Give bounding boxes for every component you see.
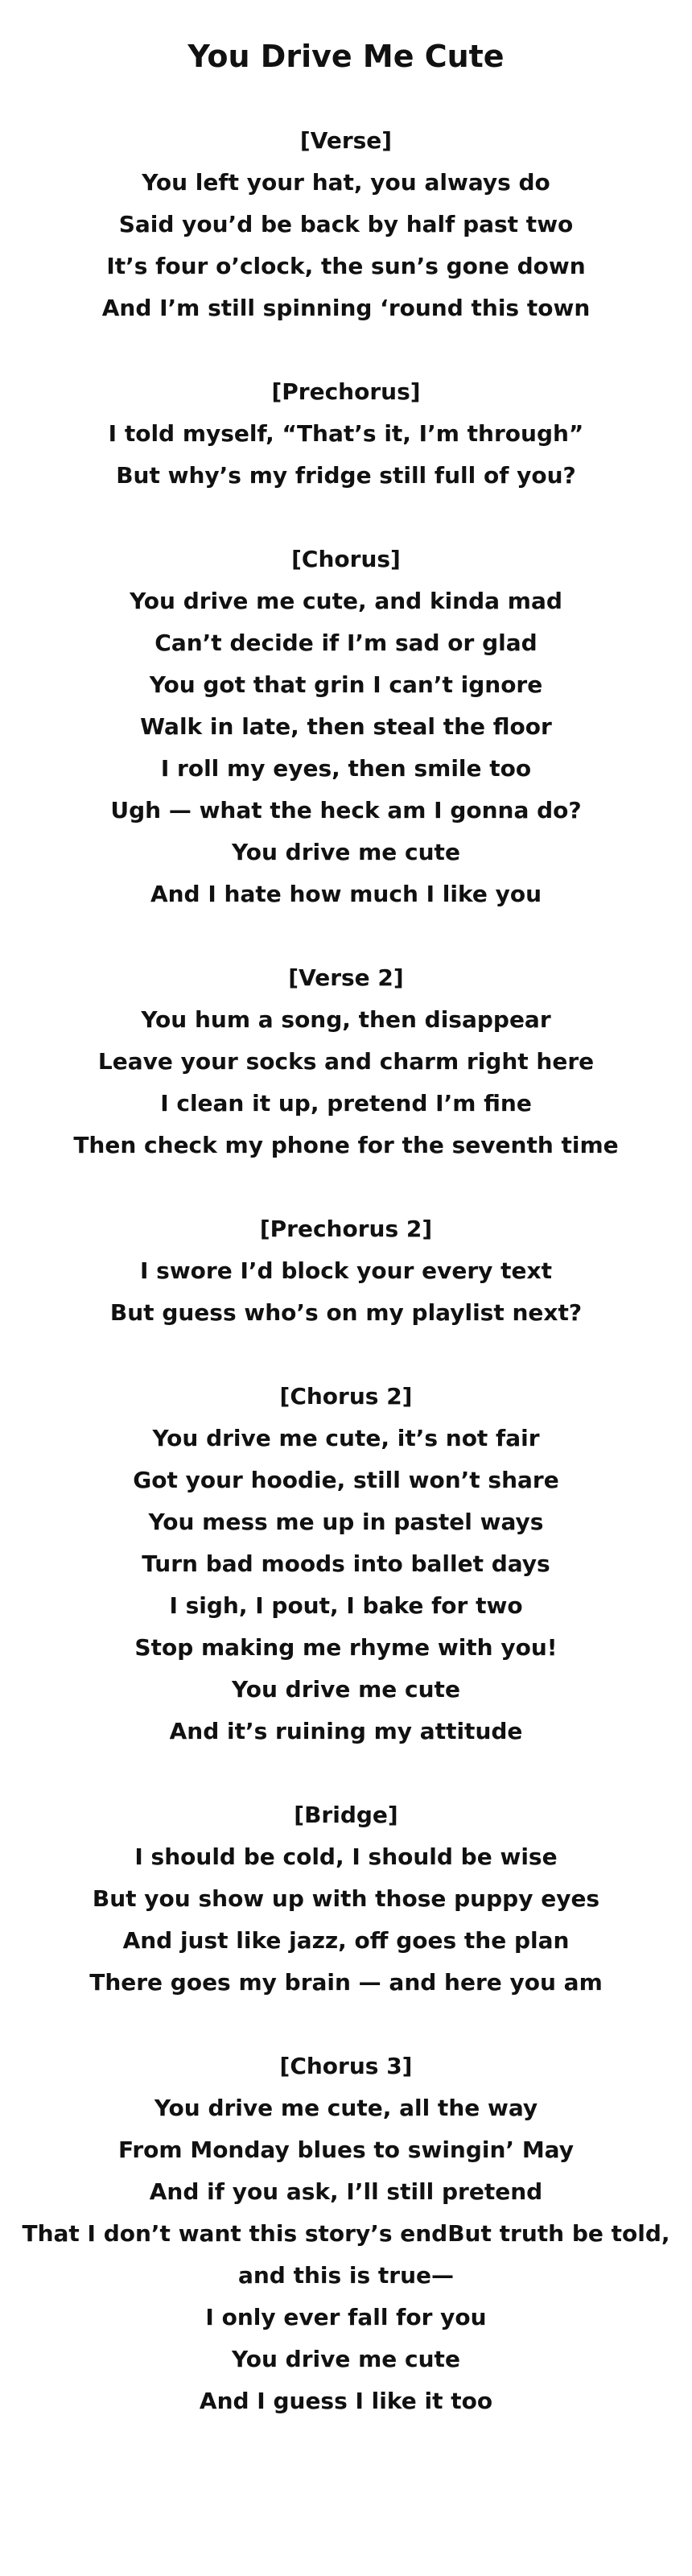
lyric-line: But why’s my fridge still full of you? <box>116 462 576 489</box>
lyric-line: I roll my eyes, then smile too <box>160 755 532 782</box>
lyric-line: From Monday blues to swingin’ May <box>118 2136 574 2163</box>
section-heading: [Verse 2] <box>288 964 404 991</box>
lyrics-section <box>0 539 692 915</box>
section-heading: [Chorus 2] <box>279 1383 413 1410</box>
lyrics-section <box>0 2046 692 2422</box>
lyric-line: You drive me cute, it’s not fair <box>152 1425 540 1451</box>
lyric-line: Said you’d be back by half past two <box>118 211 574 237</box>
lyric-line: Walk in late, then steal the floor <box>140 713 552 740</box>
lyrics-section <box>0 1376 692 1752</box>
lyric-line: And just like jazz, off goes the plan <box>122 1927 570 1954</box>
lyric-line: Ugh — what the heck am I gonna do? <box>110 797 582 824</box>
section-heading: [Bridge] <box>294 1802 398 1828</box>
section-heading: [Chorus] <box>291 546 401 572</box>
lyric-line: Leave your socks and charm right here <box>97 1048 595 1075</box>
lyric-line: You drive me cute, and kinda mad <box>130 588 562 614</box>
lyric-line: Then check my phone for the seventh time <box>73 1132 619 1158</box>
lyric-line: But you show up with those puppy eyes <box>92 1885 600 1912</box>
lyrics-section <box>0 371 692 497</box>
lyric-line: You hum a song, then disappear <box>141 1006 551 1033</box>
lyric-line: There goes my brain — and here you am <box>89 1969 603 1996</box>
lyric-line: You got that grin I can’t ignore <box>149 671 543 698</box>
section-heading: [Prechorus] <box>271 378 421 405</box>
lyrics-section <box>0 120 692 329</box>
lyric-line: You drive me cute <box>232 2346 460 2372</box>
lyric-line: You mess me up in pastel ways <box>148 1509 544 1535</box>
lyric-line: Can’t decide if I’m sad or glad <box>154 630 538 656</box>
lyrics-section <box>0 1794 692 2004</box>
lyric-line: I swore I’d block your every text <box>139 1257 552 1284</box>
lyrics-section <box>0 957 692 1166</box>
section-heading: [Chorus 3] <box>279 2053 413 2079</box>
lyric-line: Got your hoodie, still won’t share <box>133 1467 559 1493</box>
lyric-line: You drive me cute <box>232 1676 460 1703</box>
section-heading: [Prechorus 2] <box>259 1216 433 1242</box>
lyric-line: I only ever fall for you <box>205 2304 487 2330</box>
lyric-line: And it’s ruining my attitude <box>169 1718 523 1744</box>
lyric-line: And I’m still spinning ‘round this town <box>101 295 591 321</box>
lyric-line: You drive me cute, all the way <box>154 2095 538 2121</box>
lyric-line: And I hate how much I like you <box>150 881 542 907</box>
lyric-line: That I don’t want this story’s endBut truth be told, <box>22 2220 670 2247</box>
lyric-line: You left your hat, you always do <box>142 169 550 196</box>
lyric-line: But guess who’s on my playlist next? <box>109 1299 583 1326</box>
section-heading: [Verse] <box>299 127 393 154</box>
lyric-line: And I guess I like it too <box>199 2388 493 2414</box>
lyric-line: Turn bad moods into ballet days <box>142 1550 550 1577</box>
lyric-line: And if you ask, I’ll still pretend <box>149 2178 543 2205</box>
lyric-line: I clean it up, pretend I’m fine <box>160 1090 532 1117</box>
song-title: You Drive Me Cute <box>187 39 505 74</box>
lyric-line: I told myself, “That’s it, I’m through” <box>108 420 584 447</box>
lyric-line: and this is true— <box>237 2262 455 2289</box>
lyric-line: You drive me cute <box>232 839 460 865</box>
lyric-line: I sigh, I pout, I bake for two <box>169 1592 523 1619</box>
lyric-line: I should be cold, I should be wise <box>134 1843 558 1870</box>
lyric-line: It’s four o’clock, the sun’s gone down <box>106 253 586 279</box>
lyrics-section <box>0 1208 692 1334</box>
lyrics-body <box>0 120 692 2464</box>
lyric-line: Stop making me rhyme with you! <box>134 1634 558 1661</box>
